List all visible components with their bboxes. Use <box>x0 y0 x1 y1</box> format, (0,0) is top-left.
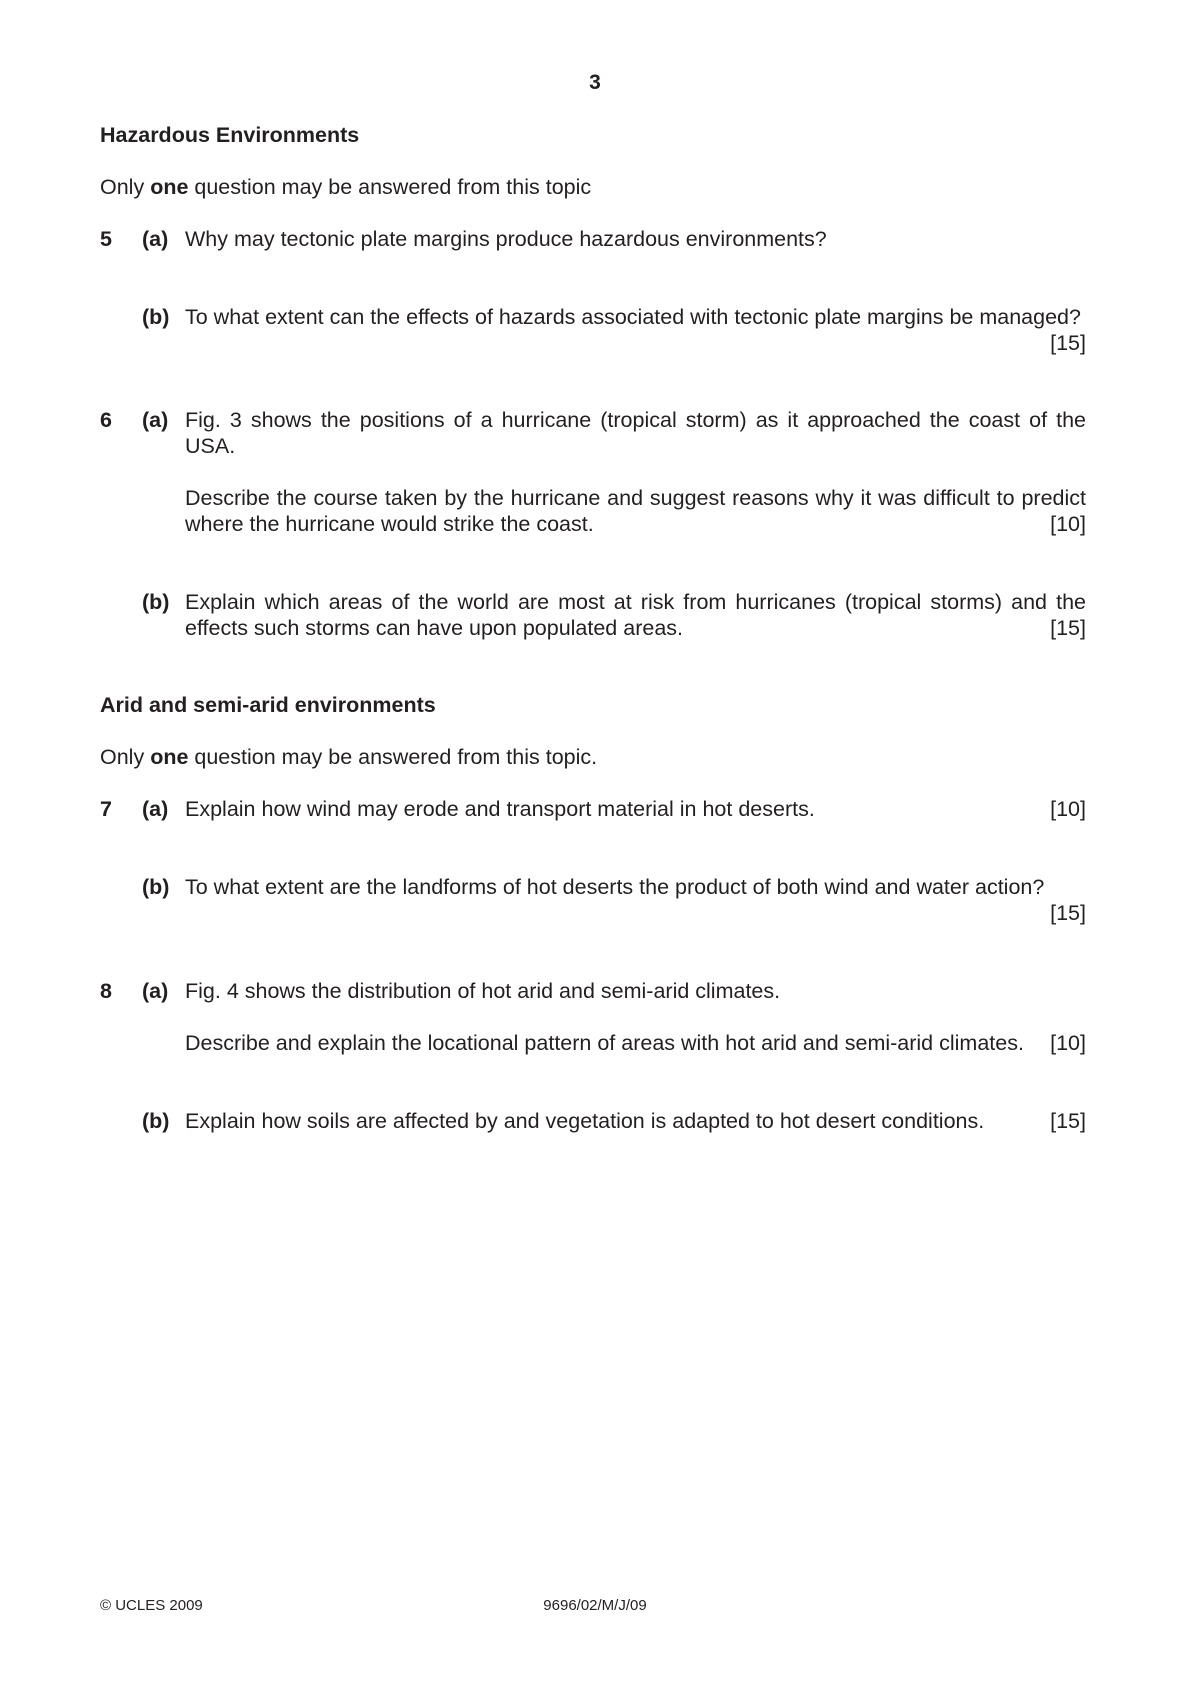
q8-part-b-text: Explain how soils are affected by and vegetation is adapted to hot desert conditions. <box>185 1109 985 1133</box>
q7-part-b-mark: [15] <box>1050 901 1086 925</box>
question-number-6: 6 <box>100 408 112 432</box>
q6-part-a-label: (a) <box>142 408 169 432</box>
section-intro-arid: Only one question may be answered from this topic. <box>100 745 598 769</box>
footer-paper-code: 9696/02/M/J/09 <box>543 1597 647 1614</box>
q6-part-a-instruction-line2: where the hurricane would strike the coast. <box>185 512 594 536</box>
q5-part-b-mark: [15] <box>1050 331 1086 355</box>
q6-part-a-text: Fig. 3 shows the positions of a hurricane (tropical storm) as it approached the coast of the USA. <box>185 408 1086 458</box>
q8-part-a-text: Fig. 4 shows the distribution of hot arid and semi-arid climates. <box>185 979 781 1003</box>
q8-part-a-instruction: Describe and explain the locational pattern of areas with hot arid and semi-arid climates. <box>185 1031 1024 1055</box>
q8-part-a-label: (a) <box>142 979 169 1003</box>
section-heading-arid: Arid and semi-arid environments <box>100 693 436 717</box>
q6-part-b-text-line1: Explain which areas of the world are most at risk from hurricanes (tropical storms) and the <box>185 590 1086 614</box>
q6-part-a-mark: [10] <box>1050 512 1086 536</box>
q6-part-b-mark: [15] <box>1050 616 1086 640</box>
q7-part-b-text: To what extent are the landforms of hot deserts the product of both wind and water action? <box>185 875 1045 899</box>
q5-part-b-text: To what extent can the effects of hazards associated with tectonic plate margins be managed? <box>185 305 1081 329</box>
question-number-8: 8 <box>100 979 112 1003</box>
q6-part-b-text-line2: effects such storms can have upon populated areas. <box>185 616 683 640</box>
q6-part-b-label: (b) <box>142 590 170 614</box>
q7-part-a-text: Explain how wind may erode and transport material in hot deserts. <box>185 797 815 821</box>
q7-part-b-label: (b) <box>142 875 170 899</box>
q8-part-b-label: (b) <box>142 1109 170 1133</box>
q6-part-a-instruction-line1: Describe the course taken by the hurricane and suggest reasons why it was difficult to predict <box>185 486 1086 510</box>
q7-part-a-label: (a) <box>142 797 169 821</box>
question-number-7: 7 <box>100 797 112 821</box>
q5-part-b-label: (b) <box>142 305 170 329</box>
question-number-5: 5 <box>100 227 112 251</box>
q8-part-a-mark: [10] <box>1050 1031 1086 1055</box>
q5-part-a-text: Why may tectonic plate margins produce hazardous environments? <box>185 227 827 251</box>
page-number: 3 <box>589 71 601 94</box>
q7-part-a-mark: [10] <box>1050 797 1086 821</box>
section-heading-hazardous: Hazardous Environments <box>100 123 360 147</box>
q8-part-b-mark: [15] <box>1050 1109 1086 1133</box>
section-intro-hazardous: Only one question may be answered from this topic <box>100 175 592 199</box>
q5-part-a-label: (a) <box>142 227 169 251</box>
footer-copyright: © UCLES 2009 <box>100 1597 203 1614</box>
